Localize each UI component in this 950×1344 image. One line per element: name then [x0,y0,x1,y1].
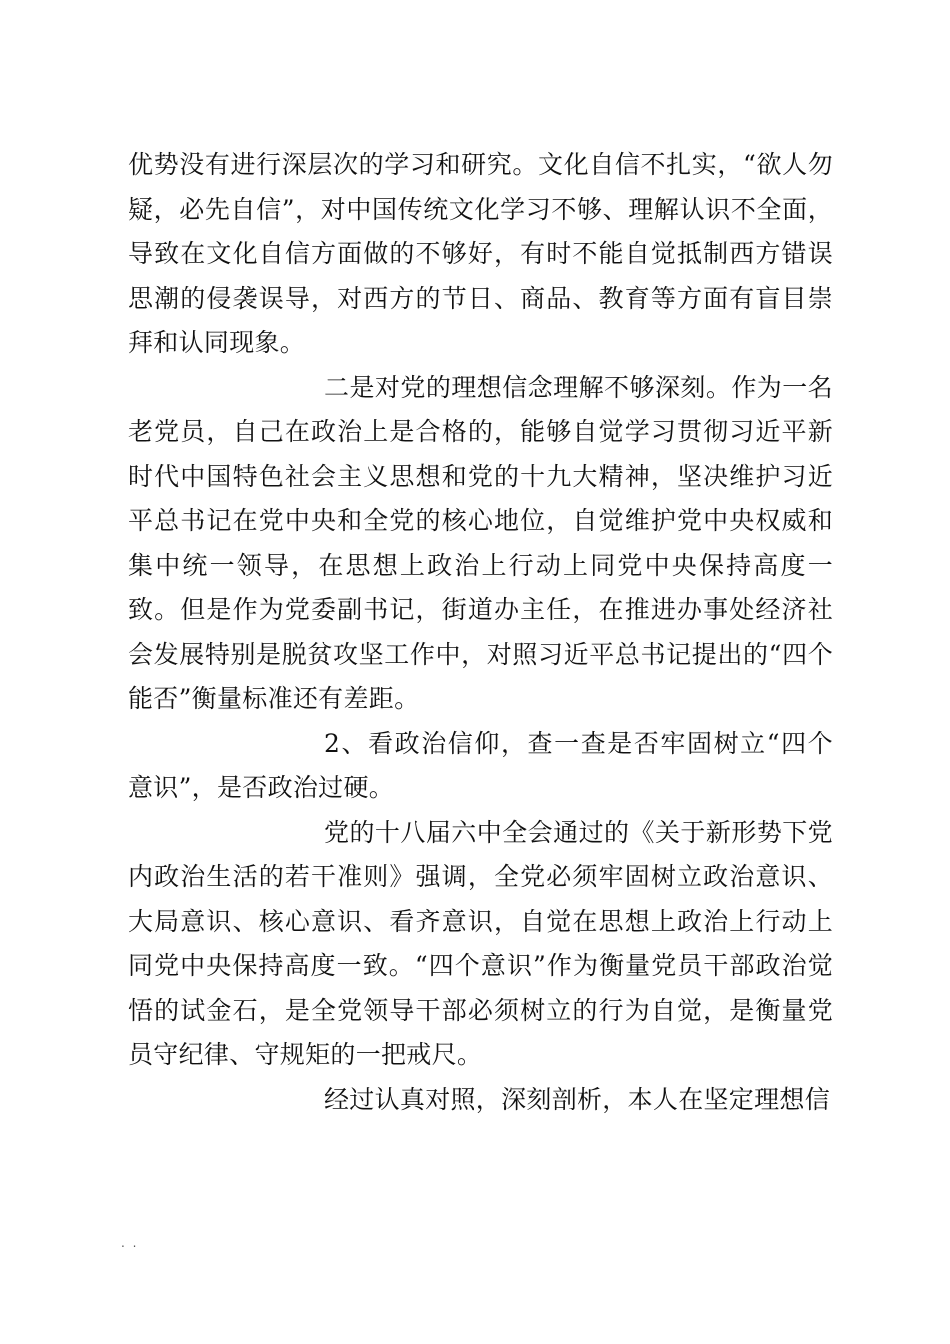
footer-mark: . . [121,1236,139,1250]
paragraph-5: 经过认真对照，深刻剖析，本人在坚定理想信 [324,1084,831,1114]
paragraph-2: 二是对党的理想信念理解不够深刻。作为一名老党员，自己在政治上是合格的，能够自觉学习贯彻习近平新时代中国特色社会主义思想和党的十九大精神，坚决维护习近平总书记在党中央和全党的核心地位，自觉维护党中央权威和集中统一领导，在思想上政治上行动上同党中央保持高度一致。但是作为党委副书记，街道办主任，在推进办事处经济社会发展特别是脱贫攻坚工作中，对照习近平总书记提出的“四个能否”衡量标准还有差距。 [128,372,833,713]
paragraph-1: 优势没有进行深层次的学习和研究。文化自信不扎实，“欲人勿疑，必先自信”，对中国传统文化学习不够、理解认识不全面，导致在文化自信方面做的不够好，有时不能自觉抵制西方错误思潮的侵袭误导，对西方的节日、商品、教育等方面有盲目崇拜和认同现象。 [128,150,833,357]
paragraph-4: 党的十八届六中全会通过的《关于新形势下党内政治生活的若干准则》强调，全党必须牢固树立政治意识、大局意识、核心意识、看齐意识，自觉在思想上政治上行动上同党中央保持高度一致。“四个意识”作为衡量党员干部政治觉悟的试金石，是全党领导干部必须树立的行为自觉，是衡量党员守纪律、守规矩的一把戒尺。 [128,817,833,1069]
document-body [128,143,833,1122]
paragraph-3: 2、看政治信仰，查一查是否牢固树立“四个意识”，是否政治过硬。 [128,728,833,802]
